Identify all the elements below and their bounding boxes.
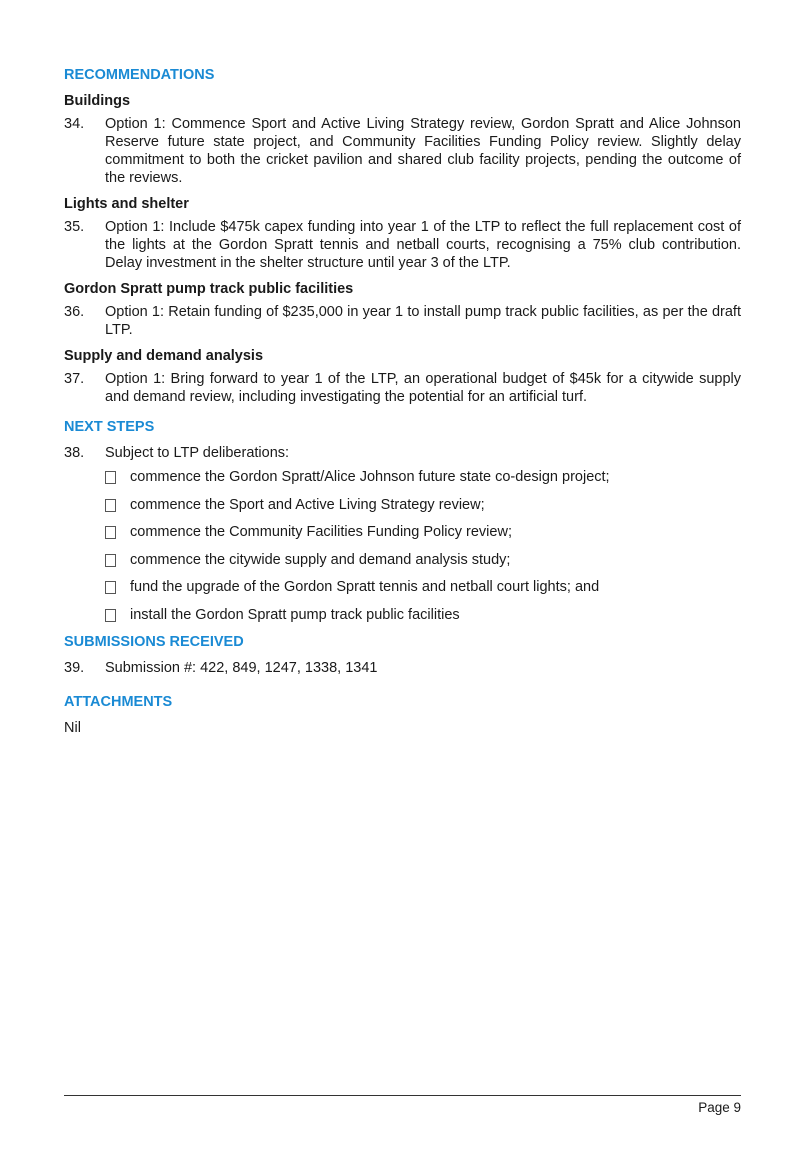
- list-item-text: commence the Gordon Spratt/Alice Johnson future state co-design project;: [130, 469, 610, 485]
- paragraph-number: 36.: [64, 304, 85, 320]
- bullet-box-icon: [105, 609, 116, 622]
- paragraph-number: 37.: [64, 371, 85, 387]
- paragraph-text: Subject to LTP deliberations:: [105, 445, 290, 461]
- list-item: [105, 468, 741, 486]
- paragraph-text: Option 1: Bring forward to year 1 of the LTP, an operational budget of $45k for a citywide supply and demand review, including investigating the potential for an artificial turf.: [105, 371, 741, 405]
- paragraph-36: [64, 303, 741, 339]
- paragraph-39: [64, 659, 741, 677]
- paragraph-text: Option 1: Retain funding of $235,000 in year 1 to install pump track public facilities, as per the draft LTP.: [105, 304, 741, 338]
- pump-track-heading: Gordon Spratt pump track public facilities: [64, 281, 354, 297]
- paragraph-text: Submission #: 422, 849, 1247, 1338, 1341: [105, 660, 378, 676]
- supply-demand-heading: Supply and demand analysis: [64, 348, 264, 364]
- paragraph-38: [64, 444, 741, 462]
- submissions-heading: SUBMISSIONS RECEIVED: [64, 634, 244, 650]
- footer-divider: [64, 1095, 741, 1096]
- list-item: [105, 551, 741, 569]
- paragraph-number: 34.: [64, 116, 85, 132]
- paragraph-text: Option 1: Include $475k capex funding into year 1 of the LTP to reflect the full replacement cost of the lights at the Gordon Spratt tennis and netball courts, recognising a 75% club contribution. Delay investment in the shelter structure until year 3 of the LTP.: [105, 219, 741, 271]
- lights-shelter-heading: Lights and shelter: [64, 196, 189, 212]
- list-item: [105, 496, 741, 514]
- bullet-box-icon: [105, 471, 116, 484]
- list-item: [105, 523, 741, 541]
- list-item: [105, 578, 741, 596]
- bullet-box-icon: [105, 581, 116, 594]
- page-number: Page 9: [698, 1100, 741, 1115]
- paragraph-37: [64, 370, 741, 406]
- list-item-text: fund the upgrade of the Gordon Spratt tennis and netball court lights; and: [130, 579, 600, 595]
- attachments-text: Nil: [64, 720, 81, 736]
- paragraph-number: 39.: [64, 660, 85, 676]
- paragraph-number: 38.: [64, 445, 85, 461]
- bullet-box-icon: [105, 554, 116, 567]
- document-body: [64, 66, 741, 737]
- next-steps-heading: NEXT STEPS: [64, 419, 155, 435]
- bullet-box-icon: [105, 499, 116, 512]
- list-item: [105, 606, 741, 624]
- paragraph-35: [64, 218, 741, 272]
- bullet-box-icon: [105, 526, 116, 539]
- paragraph-number: 35.: [64, 219, 85, 235]
- list-item-text: commence the Sport and Active Living Strategy review;: [130, 496, 485, 513]
- paragraph-text: Option 1: Commence Sport and Active Living Strategy review, Gordon Spratt and Alice Johnson Reserve future state project, and Community Facilities Funding Policy review. Slightly delay commitment to both the cricket pavilion and shared club facility projects, pending the outcome of the reviews.: [105, 116, 741, 186]
- list-item-text: commence the Community Facilities Funding Policy review;: [130, 524, 512, 540]
- paragraph-34: [64, 115, 741, 187]
- attachments-heading: ATTACHMENTS: [64, 694, 173, 710]
- buildings-heading: Buildings: [64, 93, 131, 109]
- list-item-text: install the Gordon Spratt pump track public facilities: [130, 606, 460, 623]
- list-item-text: commence the citywide supply and demand analysis study;: [130, 551, 511, 568]
- next-steps-list: [105, 468, 741, 624]
- recommendations-heading: RECOMMENDATIONS: [64, 67, 215, 83]
